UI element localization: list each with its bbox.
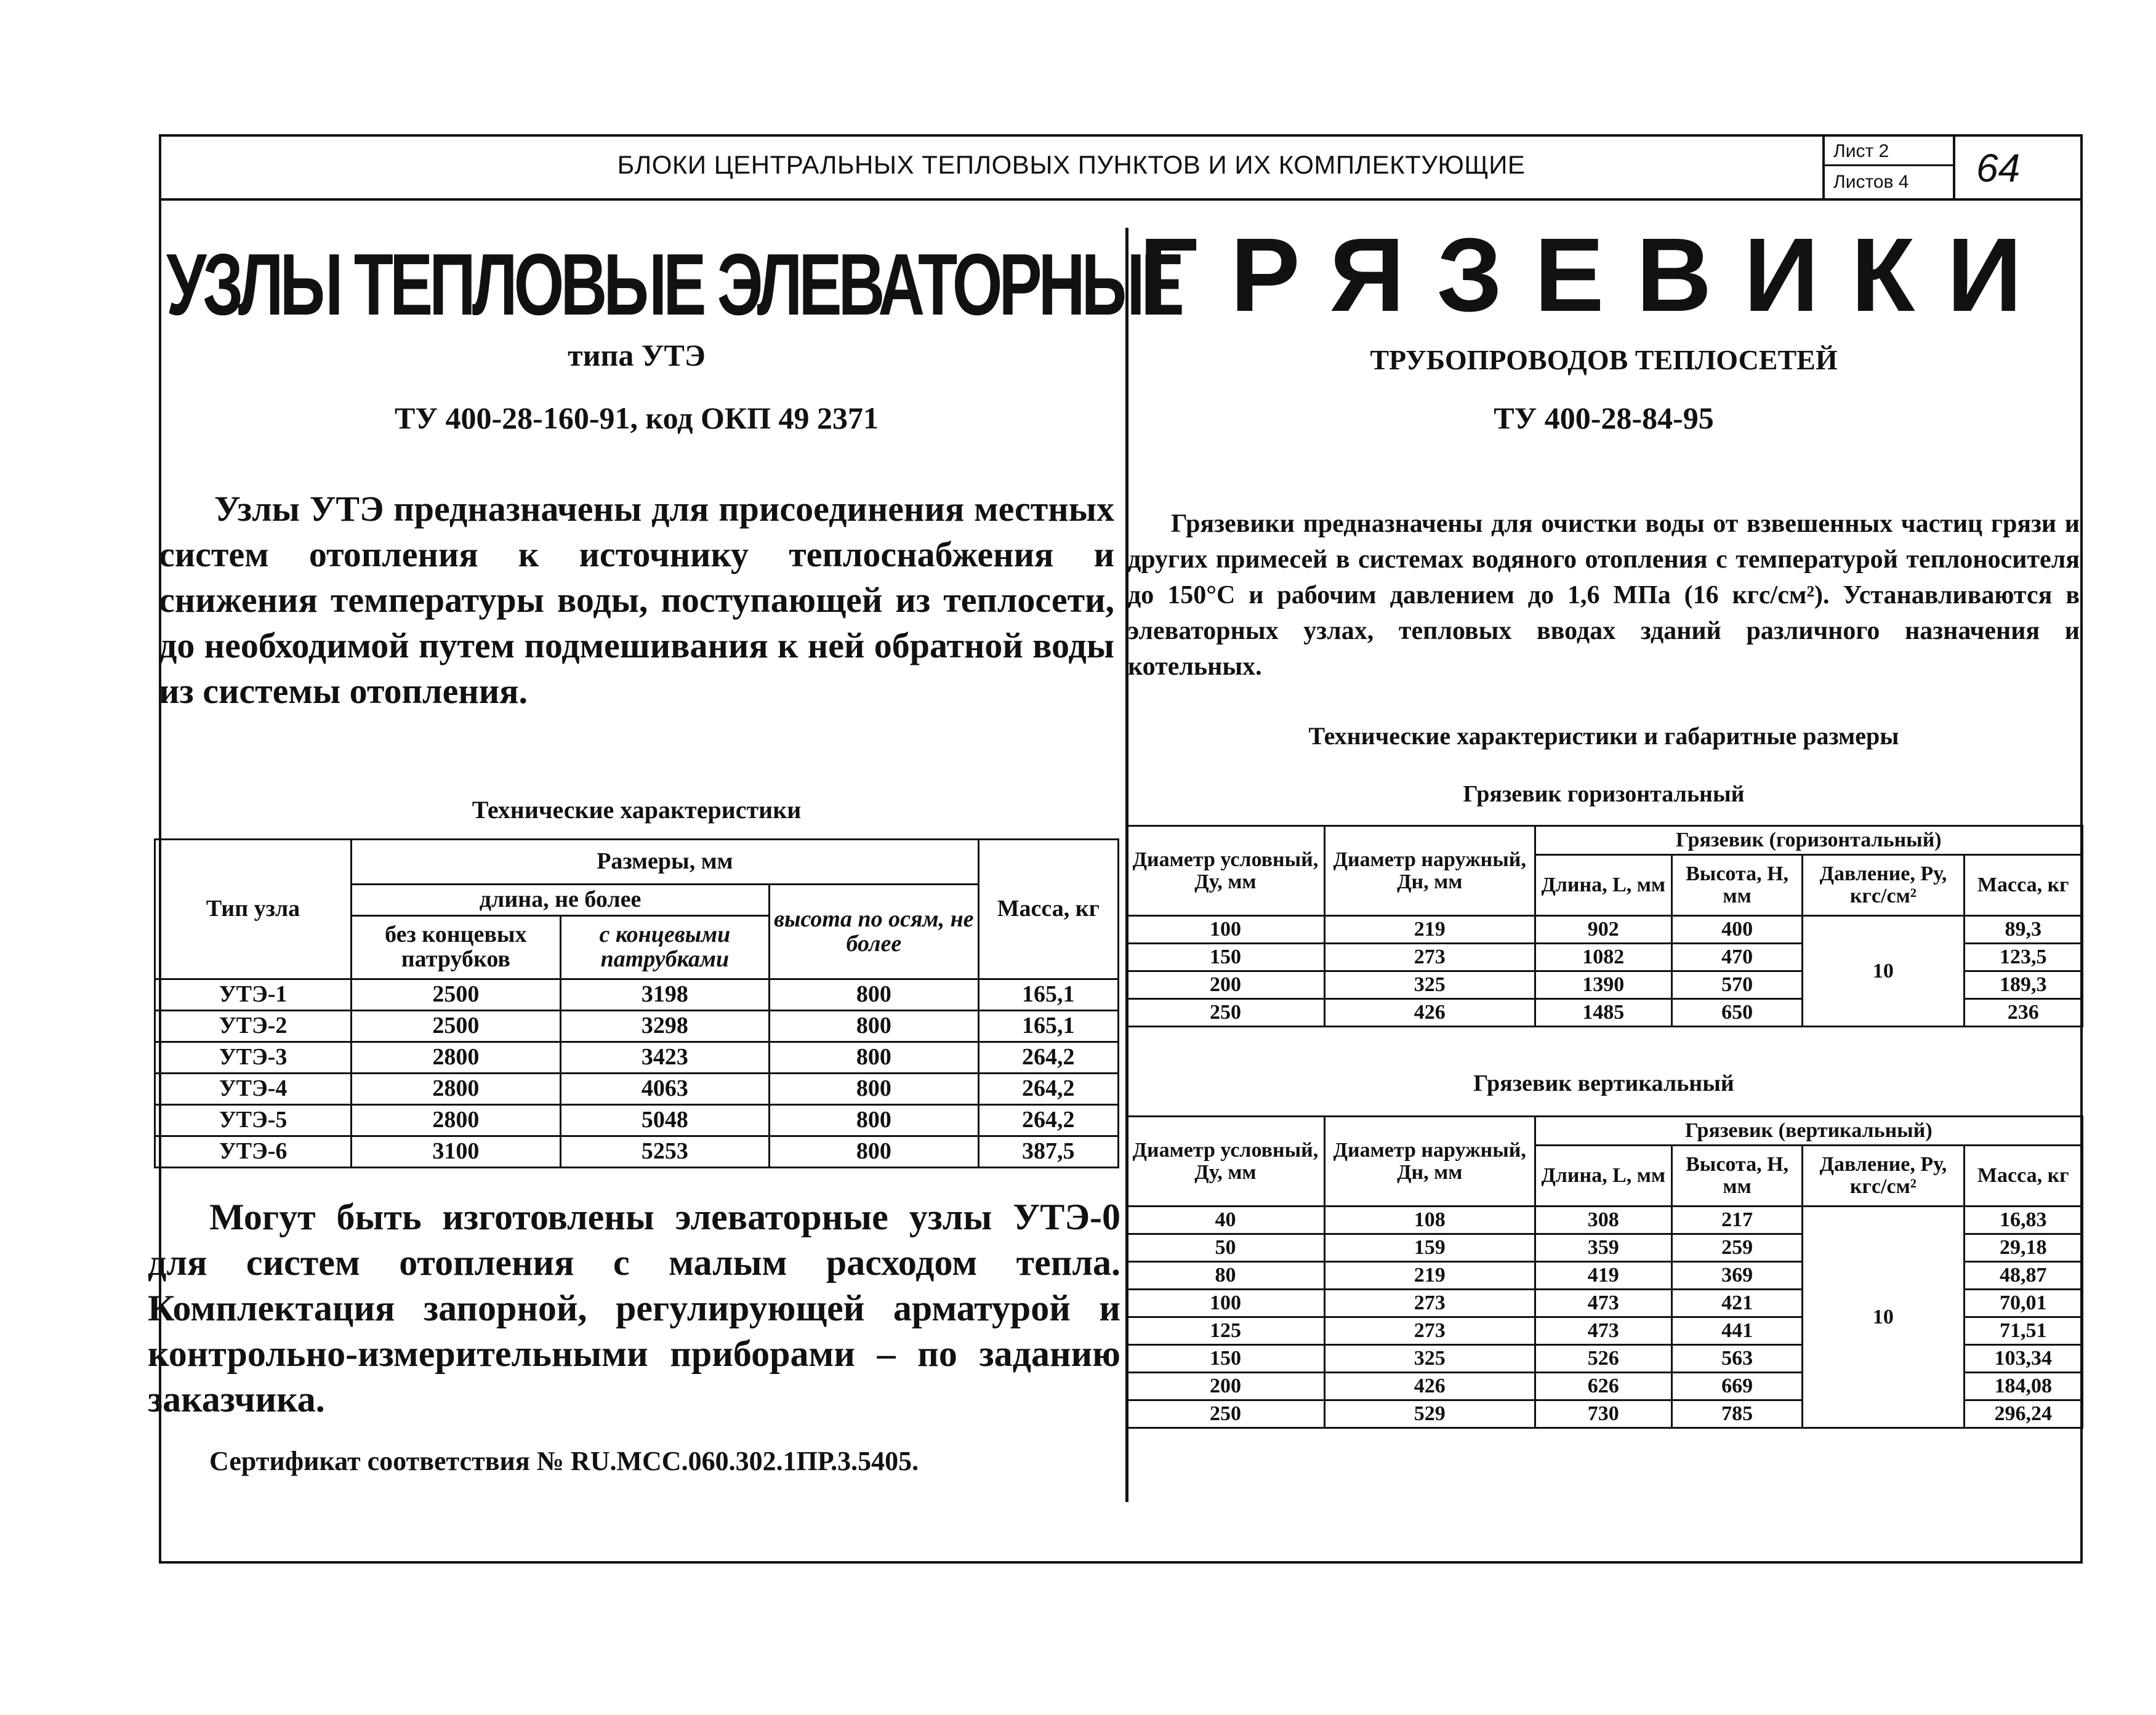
col-header-du: Диаметр условный, Ду, мм — [1127, 826, 1325, 916]
horizontal-caption: Грязевик горизонтальный — [1463, 781, 1745, 807]
left-spec: ТУ 400-28-160-91, код ОКП 49 2371 — [394, 401, 879, 435]
col-header-mass: Масса, кг — [1964, 855, 2082, 916]
col-header-length: длина, не более — [352, 885, 770, 916]
col-header-dn: Диаметр наружный, Дн, мм — [1324, 826, 1535, 916]
vertical-mud-trap-table — [1125, 1115, 2083, 1429]
col-header-length: Длина, L, мм — [1535, 1146, 1671, 1207]
sheet-info-box — [1822, 135, 1955, 199]
header-title: БЛОКИ ЦЕНТРАЛЬНЫХ ТЕПЛОВЫХ ПУНКТОВ И ИХ КОМПЛЕКТУЮЩИЕ — [617, 150, 1526, 179]
table-row: УТЭ-4 2800 4063 800 264,2 — [155, 1074, 1119, 1105]
col-header-group: Грязевик (горизонтальный) — [1535, 826, 2082, 855]
right-big-title: ГРЯЗЕВИКИ — [1139, 217, 2054, 334]
col-header-pressure: Давление, Ру, кгс/см² — [1803, 855, 1964, 916]
col-header-type: Тип узла — [155, 840, 352, 979]
table-row: 50 159 359 259 29,18 — [1127, 1234, 2083, 1262]
col-header-mass: Масса, кг — [1964, 1146, 2082, 1207]
table-row: УТЭ-5 2800 5048 800 264,2 — [155, 1105, 1119, 1136]
table-row: 125 273 473 441 71,51 — [1127, 1317, 2083, 1345]
left-note-paragraph: Могут быть изготовлены элеваторные узлы УТЭ-0 для систем отопления с малым расходом тепла. Комплектация запорной, регулирующей арматурой и контрольно-измерительными приборами – по заданию заказчика. — [148, 1197, 1120, 1420]
page-number: 64 — [1976, 146, 2021, 190]
col-header-mass: Масса, кг — [978, 840, 1118, 979]
col-header-pressure: Давление, Ру, кгс/см² — [1803, 1146, 1964, 1207]
sheet-label: Лист 2 — [1825, 135, 1953, 166]
right-spec: ТУ 400-28-84-95 — [1494, 401, 1714, 435]
table-row: УТЭ-2 2500 3298 800 165,1 — [155, 1011, 1119, 1042]
col-header-without-ends: без концевых патрубков — [352, 916, 561, 979]
right-intro-paragraph: Грязевики предназначены для очистки воды от взвешенных частиц грязи и других примесей в системах водяного отопления с температурой теплоносителя до 150°С и рабочим давлением до 1,6 МПа (16 кгс/см²). Устанавливаются в элеваторных узлах, тепловых вводах зданий различного назначения и котельных. — [1128, 510, 2080, 681]
table-row: 100 219 902 400 10 89,3 — [1127, 916, 2083, 944]
pressure-value: 10 — [1803, 1207, 1964, 1428]
table-row: 250 426 1485 650 236 — [1127, 999, 2083, 1027]
elevator-units-table — [154, 838, 1119, 1168]
table-row: УТЭ-6 3100 5253 800 387,5 — [155, 1136, 1119, 1168]
certificate-line: Сертификат соответствия № RU.МСС.060.302.1ПР.3.5405. — [209, 1446, 919, 1476]
col-header-length: Длина, L, мм — [1535, 855, 1671, 916]
left-intro-paragraph: Узлы УТЭ предназначены для присоединения местных систем отопления к источнику теплоснабжения и снижения температуры воды, поступающей из теплосети, до необходимой путем подмешивания к ней обратной воды из системы отопления. — [159, 489, 1114, 711]
col-header-with-ends: с концевыми патрубками — [560, 916, 770, 979]
table-row: 250 529 730 785 296,24 — [1127, 1400, 2083, 1428]
col-header-height: Высота, Н, мм — [1671, 855, 1802, 916]
left-big-title: УЗЛЫ ТЕПЛОВЫЕ ЭЛЕВАТОРНЫЕ — [166, 236, 1181, 334]
pressure-value: 10 — [1803, 916, 1964, 1027]
col-header-sizes: Размеры, мм — [352, 840, 979, 885]
table-row: 100 273 473 421 70,01 — [1127, 1290, 2083, 1317]
table-row: 40 108 308 217 10 16,83 — [1127, 1207, 2083, 1234]
header-divider — [159, 198, 2083, 201]
col-header-dn: Диаметр наружный, Дн, мм — [1324, 1117, 1535, 1207]
col-header-height: Высота, Н, мм — [1671, 1146, 1802, 1207]
left-subtitle: типа УТЭ — [568, 338, 706, 372]
table-row: 150 273 1082 470 123,5 — [1127, 944, 2083, 971]
table-row: УТЭ-3 2800 3423 800 264,2 — [155, 1042, 1119, 1074]
col-header-height: высота по осям, не более — [770, 885, 979, 979]
sheets-total-label: Листов 4 — [1833, 172, 1909, 192]
col-header-du: Диаметр условный, Ду, мм — [1127, 1117, 1325, 1207]
table-row: УТЭ-1 2500 3198 800 165,1 — [155, 979, 1119, 1011]
left-table-caption: Технические характеристики — [472, 796, 802, 824]
table-row: 200 325 1390 570 189,3 — [1127, 971, 2083, 999]
right-table-caption: Технические характеристики и габаритные размеры — [1308, 722, 1899, 750]
table-row: 200 426 626 669 184,08 — [1127, 1373, 2083, 1400]
col-header-group: Грязевик (вертикальный) — [1535, 1117, 2082, 1146]
table-row: 150 325 526 563 103,34 — [1127, 1345, 2083, 1373]
table-row: 80 219 419 369 48,87 — [1127, 1262, 2083, 1290]
horizontal-mud-trap-table — [1125, 825, 2083, 1027]
vertical-caption: Грязевик вертикальный — [1473, 1070, 1734, 1096]
right-subtitle: ТРУБОПРОВОДОВ ТЕПЛОСЕТЕЙ — [1370, 344, 1838, 376]
